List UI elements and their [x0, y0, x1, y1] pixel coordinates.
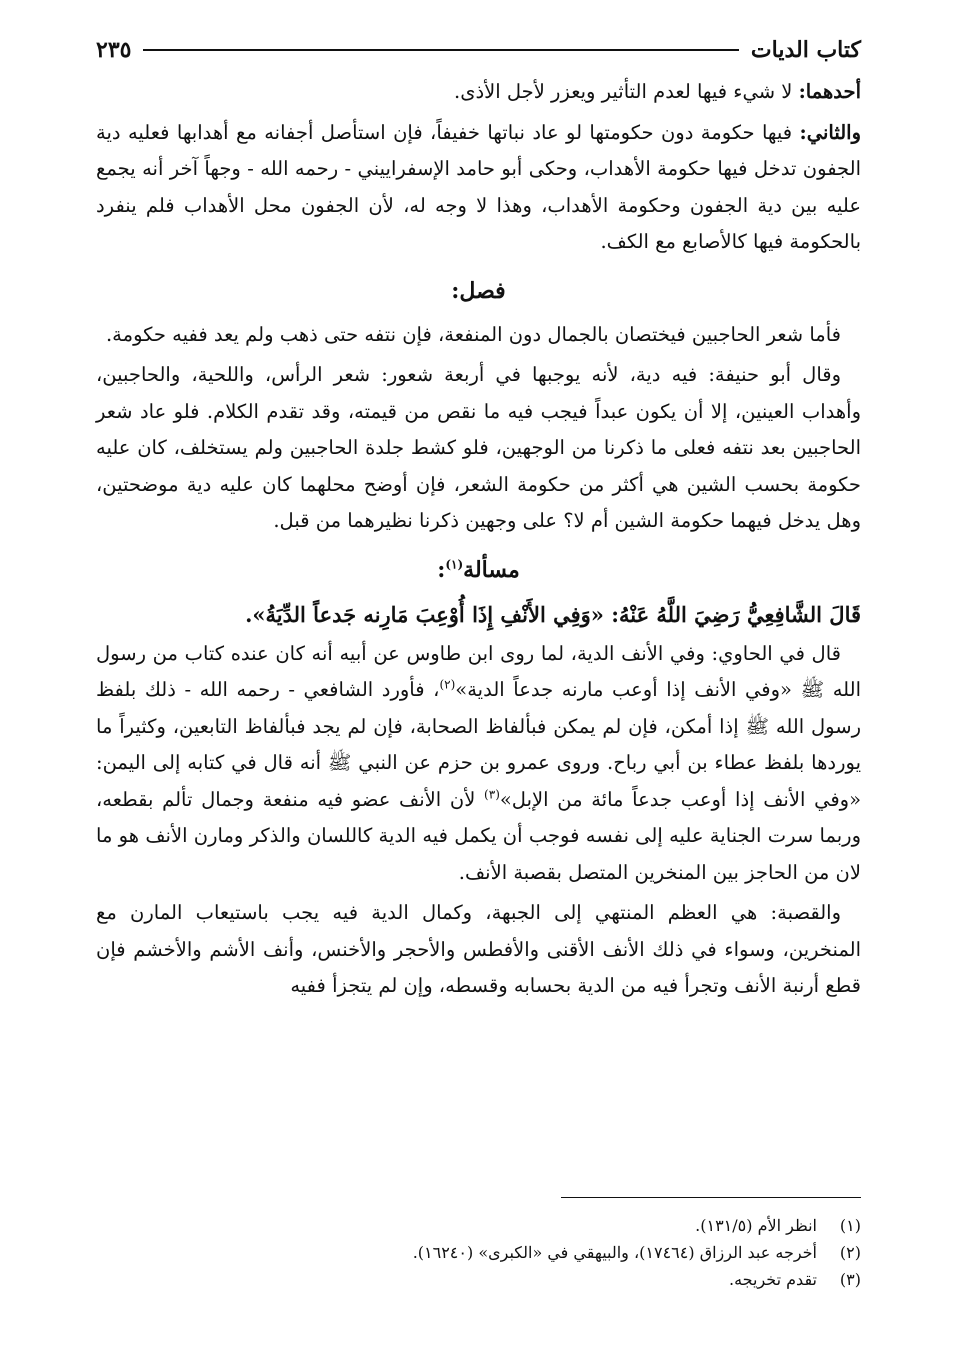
page-header [96, 32, 861, 68]
footnote [96, 1266, 861, 1293]
page-number: ٢٣٥ [96, 37, 132, 63]
paragraph-text: لا شيء فيها لعدم التأثير ويعزر لأجل الأذى. [454, 80, 799, 103]
masala-colon: : [437, 556, 446, 583]
footnote-number: (٢) [839, 1243, 861, 1262]
paragraph-first-opinion [96, 74, 861, 111]
paragraph-lead: أحدهما: [798, 80, 861, 103]
paragraph-lead: والثاني: [799, 120, 861, 144]
footnote-text: انظر الأم (١٣١/٥). [695, 1216, 817, 1235]
section-heading-fasl: فصل: [451, 277, 506, 304]
paragraph-text: لأن الأنف عضو فيه منفعة وجمال تألم بقطعه، وربما سرت الجناية عليه إلى نفسه فوجب أن يكمل فيه الدية كاللسان والذكر ومارن الأنف هو ما لان من الحاجز بين المنخرين المتصل بقصبة الأنف. [96, 787, 861, 884]
masala-title: مسألة [463, 556, 520, 583]
paragraph-eyebrows: فأما شعر الحاجبين فيختصان بالجمال دون المنفعة، فإن نتفه حتى ذهب ولم يعد ففيه حكومة. [105, 322, 841, 346]
section-heading-masala [96, 550, 861, 590]
footnote [96, 1239, 861, 1266]
shafii-quote: قَالَ الشَّافِعِيُّ رَضِيَ اللَّهُ عَنْهُ: «وَفِي الأَنْفِ إِذَا أُوْعِبَ مَارِنه جَدعاً الدِّيَةُ». [245, 601, 861, 627]
footnote-number: (١) [839, 1216, 861, 1235]
footnote-number: (٣) [839, 1270, 861, 1289]
paragraph-second-opinion [96, 115, 861, 261]
footnote-ref: (١) [445, 557, 464, 572]
running-title: كتاب الديات [750, 37, 861, 63]
footnote-rule [561, 1197, 861, 1198]
footnote-text: تقدم تخريجه. [729, 1270, 817, 1289]
footnote [96, 1212, 861, 1239]
paragraph-text: ، فأورد الشافعي - رحمه الله - ذلك بلفظ رسول الله ﷺ إذا أمكن، فإن لم يمكن فبألفاظ الصحابة، فإن لم يجد فبألفاظ التابعين، وكثيراً ما يوردها بلفظ عطاء بن أبي رباح. وروى عمرو بن حزم عن النبي ﷺ أنه قال في كتابه إلى اليمن: «وفي الأنف إذا أوعب جدعاً مائة من الإبل» [96, 678, 862, 811]
footnotes [96, 1212, 861, 1293]
footnote-ref: (٢) [439, 677, 456, 692]
paragraph-qasaba: والقصبة: هي العظم المنتهي إلى الجبهة، وكمال الدية فيه يجب باستيعاب المارن مع المنخرين، وسواء في ذلك الأنف الأقنى والأفطس والأحجر والأخنس، وأنف الأشم والأخشم فإن قطع أرنبة الأنف وتجرأ فيه من الدية بحسابه وقسطه، وإن لم يتجزأ ففيه [96, 901, 861, 997]
paragraph-hawi [96, 636, 861, 892]
paragraph-text: قال في الحاوي: وفي الأنف الدية، لما روى ابن طاوس عن أبيه أنه كان عنده كتاب من رسول الله ﷺ «وفي الأنف إذا أوعب مارنه جدعاً الدية» [96, 641, 861, 701]
footnote-ref: (٣) [484, 787, 500, 801]
paragraph-text: فيها حكومة دون حكومتها لو عاد نباتها خفيفاً، فإن استأصل أجفانه مع أهدابها فعليه دية الجفون تدخل فيها حكومة الأهداب، وحكى أبو حامد الإسفراييني - رحمه الله - وجهاً آخر أنه يجمع عليه بين دية الجفون وحكومة الأهداب، وهذا لا وجه له، لأن الجفون محل الأهداب فلم ينفرد بالحكومة فيها كالأصابع مع الكف. [96, 120, 861, 253]
header-rule [143, 49, 738, 51]
paragraph-abu-hanifa: وقال أبو حنيفة: فيه دية، لأنه يوجبها في أربعة شعور: شعر الرأس، واللحية، والحاجبين، وأهداب العينين، إلا أن يكون عبداً فيجب فيه ما نقص من قيمته، وقد تقدم الكلام. فلو عاد شعر الحاجبين بعد نتفه فعلى ما ذكرنا من الوجهين، فلو كشط جلدة الحاجبين ولم يستخلف، كان عليه حكومة بحسب الشين هي أكثر من حكومة الشعر، فإن أوضح محلهما كان عليه دية موضحتين، وهل يدخل فيهما حكومة الشين أم لا؟ على وجهين ذكرنا نظيرهما من قبل. [96, 363, 861, 532]
main-text [96, 74, 861, 1005]
footnote-text: أخرجه عبد الرزاق (١٧٤٦٤)، والبيهقي في «الكبرى» (١٦٢٤٠). [412, 1243, 817, 1262]
